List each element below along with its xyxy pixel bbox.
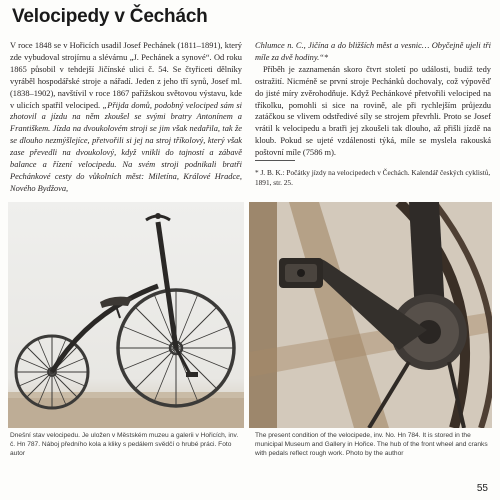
body-column-right: [255, 40, 491, 160]
paragraph: Příběh je zaznamenán skoro čtvrt století po události, budiž tedy ostražití. Nicméně se první stroje Pechánků dochovaly, což výpověď do jisté míry zvěrohodňuje. Když Pechánkové přetvořili velociped na tříkolku, pomohli si sice na rovině, ale při rychlejším průjezdu zatáčkou se vlivem odstředivé síly se strojem převrhli. Proto se Josef vrátil k velocipedu a bratři jej zkoušeli tak dlouho, až přišli jízdě na kloub. Pokud se ujeté vzdálenosti týká, míle se myslela rakouská poštovní míle (7586 m).: [255, 64, 491, 158]
hub-closeup-illustration: [249, 202, 492, 428]
caption-czech: Dnešní stav velocipedu. Je uložen v Městském muzeu a galerii v Hořicích, inv. č. Hn 787. Náboj předního kola a kliky s pedálem svědčí o hrubé práci. Foto autor: [10, 432, 239, 457]
caption-english: The present condition of the velocipede, inv. No. Hn 784. It is stored in the municipal Museum and Gallery in Hořice. The hub of the front wheel and cranks with pedals reflect rough work. Photo by the author: [255, 432, 488, 457]
body-column-left: [10, 40, 242, 196]
quote-continuation: Chlumce n. C., Jičína a do bližších měst a vesnic… Obyčejně ujeli tři míle za dvě hodiny.“*: [255, 41, 491, 62]
photo-velocipede-full: [8, 202, 244, 428]
photo-velocipede-hub-closeup: [249, 202, 492, 428]
paragraph-text: V roce 1848 se v Hořicích usadil Josef Pechánek (1811–1891), který zde vybudoval strojírnu a slévárnu „J. Pechánek a synové“. Od roku 1865 působil v tehdejší Jičínské ulici č. 54. Se čtyřiceti dělníky vyráběl hospodářské stroje a nářadí. Jeden z jeho tří synů, Josef ml. (1838–1902), navštívil v roce 1867 pařížskou světovou výstavu, kde v ulicích spatřil velociped.: [10, 41, 242, 110]
footnote: * J. B. K.: Počátky jízdy na velocipedech v Čechách. Kalendář českých cyklistů, 1891, str. 25.: [255, 168, 491, 187]
paragraph: [10, 40, 242, 195]
page-number: 55: [476, 483, 488, 494]
page-title: Velocipedy v Čechách: [12, 6, 208, 27]
footnote-rule: [255, 160, 295, 161]
quote-text: „Přijda domů, podobný velociped sám si zhotovil a jízdu na něm zkoušel se svými bratry Antonínem a Františkem. Jízda na dvoukolovém stroji se jim však nedařila, tak že se dlouho nezmýšlejíce, přetvořili si jej na stroj tříkolový, který však zase převedli na dvoukolový, když vnikli do tajností a zábavě balance a řízení velocipedu. Na svém stroji podnikali bratři Pechánkové cesty do vůkolních měst: Miletína, Králové Hradce, Nového Bydžova,: [10, 100, 242, 193]
velocipede-illustration: [8, 202, 244, 428]
